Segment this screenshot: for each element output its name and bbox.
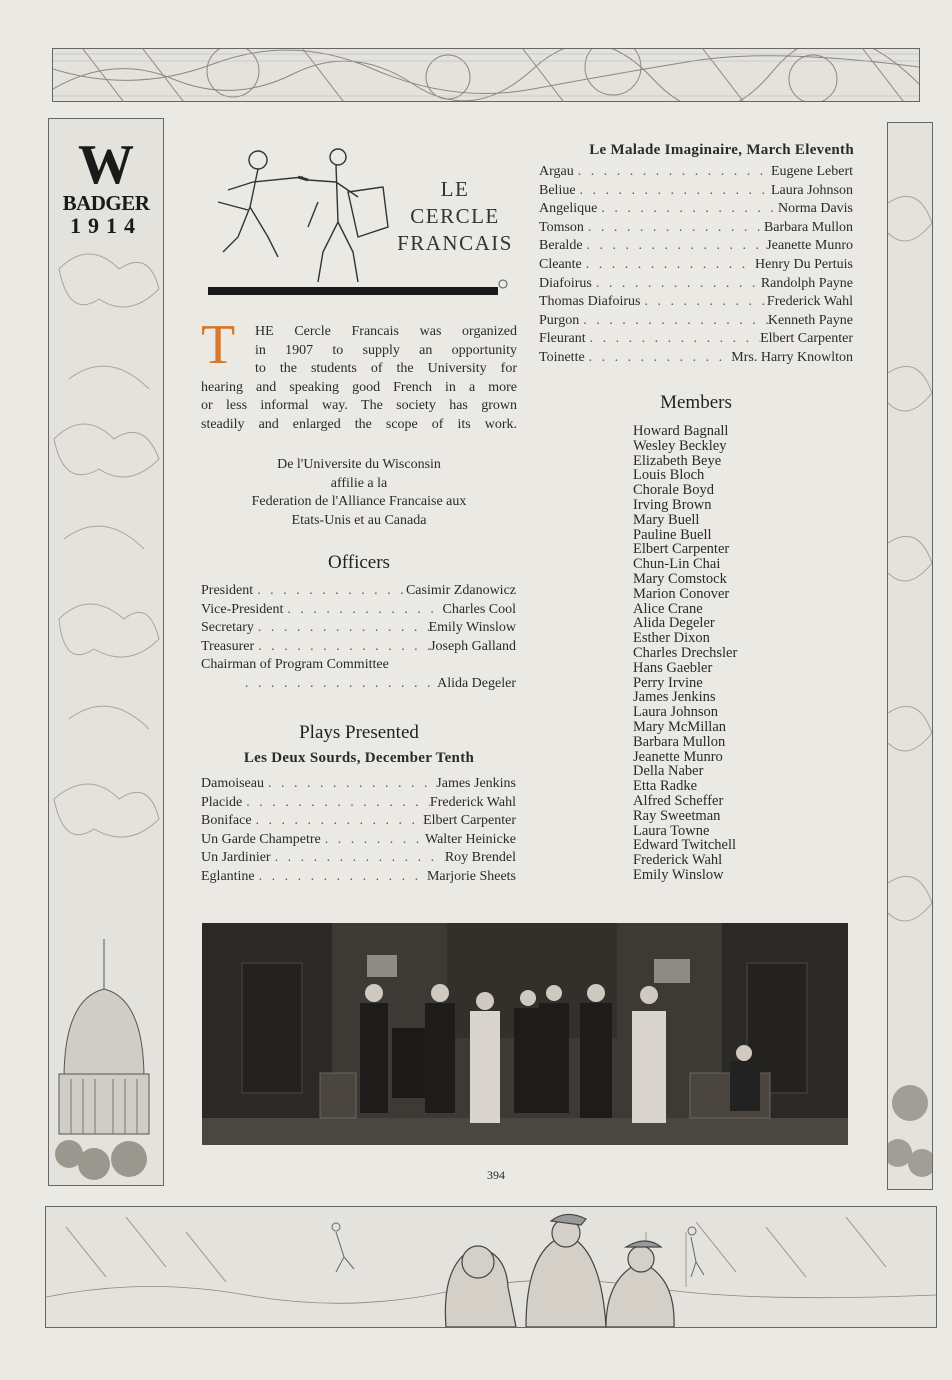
officers-heading: Officers (328, 552, 390, 573)
affiliation-line: Etats-Unis et au Canada (291, 512, 427, 528)
cast-row (539, 349, 853, 368)
member-name: Elizabeth Beye (633, 452, 722, 469)
member-name: Laura Johnson (633, 704, 718, 721)
cast-role: Thomas Diafoirus (539, 294, 641, 310)
right-decorative-border (887, 122, 933, 1190)
member-name: Chorale Boyd (633, 482, 714, 499)
member-name: Etta Radke (633, 778, 698, 795)
officer-role: President (201, 583, 254, 598)
intro-line: hearing and speaking good French in a more (201, 379, 517, 395)
member-name: Mary Comstock (633, 570, 727, 587)
cast-role: Damoiseau (201, 776, 264, 791)
play2-title: Le Malade Imaginaire, March Eleventh (589, 142, 854, 158)
cast-name: Mrs. Harry Knowlton (731, 349, 853, 365)
member-name: Ray Sweetman (633, 807, 721, 824)
cast-role: Purgon (539, 312, 580, 328)
member-name: Mary McMillan (633, 718, 727, 735)
logo-year: 1914 (70, 213, 142, 238)
cast-row (539, 200, 853, 219)
member-name: Elbert Carpenter (633, 541, 730, 558)
cast-name: Elbert Carpenter (423, 813, 516, 829)
cast-name: Randolph Payne (760, 275, 853, 291)
logo-name: BADGER (62, 191, 150, 215)
officer-role: Vice-President (201, 601, 284, 617)
member-name: Marion Conover (633, 585, 730, 602)
cast-name: Norma Davis (777, 201, 853, 217)
cast-role: Toinette (539, 349, 585, 365)
play-cast-photo (202, 923, 848, 1145)
cast-name: Walter Heinicke (425, 831, 516, 847)
cast-row (539, 219, 853, 238)
members-list (633, 424, 833, 883)
member-name: Wesley Beckley (633, 437, 727, 454)
intro-paragraph (201, 323, 517, 435)
cast-row (539, 330, 853, 349)
member-name: Jeanette Munro (633, 748, 723, 765)
page-number: 394 (487, 1168, 505, 1182)
cast-role: Tomson (539, 219, 584, 235)
member-name: Barbara Mullon (633, 733, 726, 750)
member-name: Della Naber (633, 763, 704, 780)
cast-row (539, 312, 853, 331)
cast-name: Henry Du Pertuis (755, 256, 853, 272)
member-name: Irving Brown (633, 496, 712, 513)
play1-title: Les Deux Sourds, December Tenth (243, 750, 475, 766)
affiliation-line: affilie a la (330, 475, 388, 491)
cast-role: Boniface (201, 813, 252, 829)
cast-role: Fleurant (539, 331, 586, 347)
cast-name: Frederick Wahl (766, 294, 853, 310)
cast-row (201, 849, 516, 868)
officer-row (201, 638, 516, 657)
cast-role: Beliue (539, 182, 576, 198)
club-title (392, 176, 518, 257)
officer-role: Treasurer (201, 638, 255, 654)
member-name: Esther Dixon (633, 630, 710, 647)
cast-row (201, 868, 516, 887)
cast-row (539, 275, 853, 294)
cast-name: Eugene Lebert (770, 164, 853, 179)
member-name: Hans Gaebler (633, 659, 713, 676)
cast-row (539, 237, 853, 256)
member-name: Mary Buell (633, 511, 700, 528)
officer-name: Emily Winslow (428, 620, 516, 636)
cast-row (201, 775, 516, 794)
affiliation-block (201, 456, 517, 530)
member-name: Alida Degeler (633, 615, 715, 632)
member-name: Laura Towne (633, 822, 710, 839)
member-name: Emily Winslow (633, 866, 724, 883)
member-name: Chun-Lin Chai (633, 556, 721, 573)
bottom-decorative-border (45, 1206, 937, 1328)
chairman-name-row (201, 675, 516, 694)
logo-letter: W (78, 134, 134, 196)
cast-role: Un Garde Champetre (201, 831, 321, 847)
cast-name: Barbara Mullon (763, 219, 853, 235)
cast-name: Jeanette Munro (766, 238, 853, 254)
plays-heading: Plays Presented (299, 722, 419, 743)
officer-name: Casimir Zdanowicz (405, 583, 516, 598)
member-name: Louis Bloch (633, 467, 705, 484)
intro-line: or less informal way. The society has grown (201, 398, 517, 414)
officer-row (201, 582, 516, 601)
cast-row (539, 256, 853, 275)
top-decorative-border (52, 48, 920, 102)
cast-name: James Jenkins (436, 776, 516, 791)
member-name: Pauline Buell (633, 526, 712, 543)
club-title-line: CERCLE (410, 204, 500, 228)
affiliation-line: Federation de l'Alliance Francaise aux (251, 494, 467, 510)
cast-role: Eglantine (201, 868, 255, 884)
cast-role: Cleante (539, 256, 582, 272)
intro-line: HE Cercle Francais was organized (255, 324, 517, 339)
cast-row (539, 182, 853, 201)
club-title-line: LE (440, 177, 470, 201)
cast-row (539, 293, 853, 312)
intro-line: in 1907 to supply an opportunity (255, 342, 517, 358)
club-title-line: FRANCAIS (397, 231, 513, 255)
cast-name: Kenneth Payne (767, 312, 853, 328)
cast-name: Laura Johnson (770, 182, 853, 198)
cast-role: Beralde (539, 238, 583, 254)
play2-cast-list (539, 163, 853, 368)
cast-role: Diafoirus (539, 275, 592, 291)
member-name: Edward Twitchell (633, 837, 737, 854)
member-name: Howard Bagnall (633, 423, 729, 439)
intro-line: to the students of the University for (255, 361, 517, 377)
officer-row (201, 619, 516, 638)
member-name: Perry Irvine (633, 674, 703, 691)
cast-row (201, 831, 516, 850)
cast-row (539, 163, 853, 182)
officers-list (201, 582, 516, 694)
officer-row (201, 601, 516, 620)
cast-role: Argau (539, 164, 574, 179)
cast-row (201, 794, 516, 813)
member-name: Alfred Scheffer (633, 792, 724, 809)
cast-role: Angelique (539, 201, 598, 217)
members-heading: Members (660, 392, 732, 413)
chairman-label: Chairman of Program Committee (201, 657, 389, 673)
cast-role: Placide (201, 794, 243, 810)
member-name: Alice Crane (633, 600, 703, 617)
left-decorative-border (48, 118, 164, 1186)
officer-role: Secretary (201, 620, 254, 636)
cast-name: Elbert Carpenter (760, 331, 853, 347)
chairman-name: Alida Degeler (437, 675, 516, 691)
officer-name: Joseph Galland (430, 638, 516, 654)
cast-name: Frederick Wahl (429, 794, 516, 810)
member-name: Charles Drechsler (633, 644, 738, 661)
intro-line: steadily and enlarged the scope of its work. (201, 416, 517, 432)
officer-name: Charles Cool (442, 601, 516, 617)
member-name: James Jenkins (633, 689, 716, 706)
cast-role: Un Jardinier (201, 850, 271, 866)
play1-cast-list (201, 775, 516, 887)
cast-name: Marjorie Sheets (426, 868, 516, 884)
affiliation-line: De l'Universite du Wisconsin (277, 457, 441, 472)
member-name: Frederick Wahl (633, 852, 723, 869)
drop-cap: T (201, 314, 236, 376)
cast-name: Roy Brendel (444, 850, 516, 866)
chairman-label-row (201, 656, 516, 675)
cast-row (201, 812, 516, 831)
